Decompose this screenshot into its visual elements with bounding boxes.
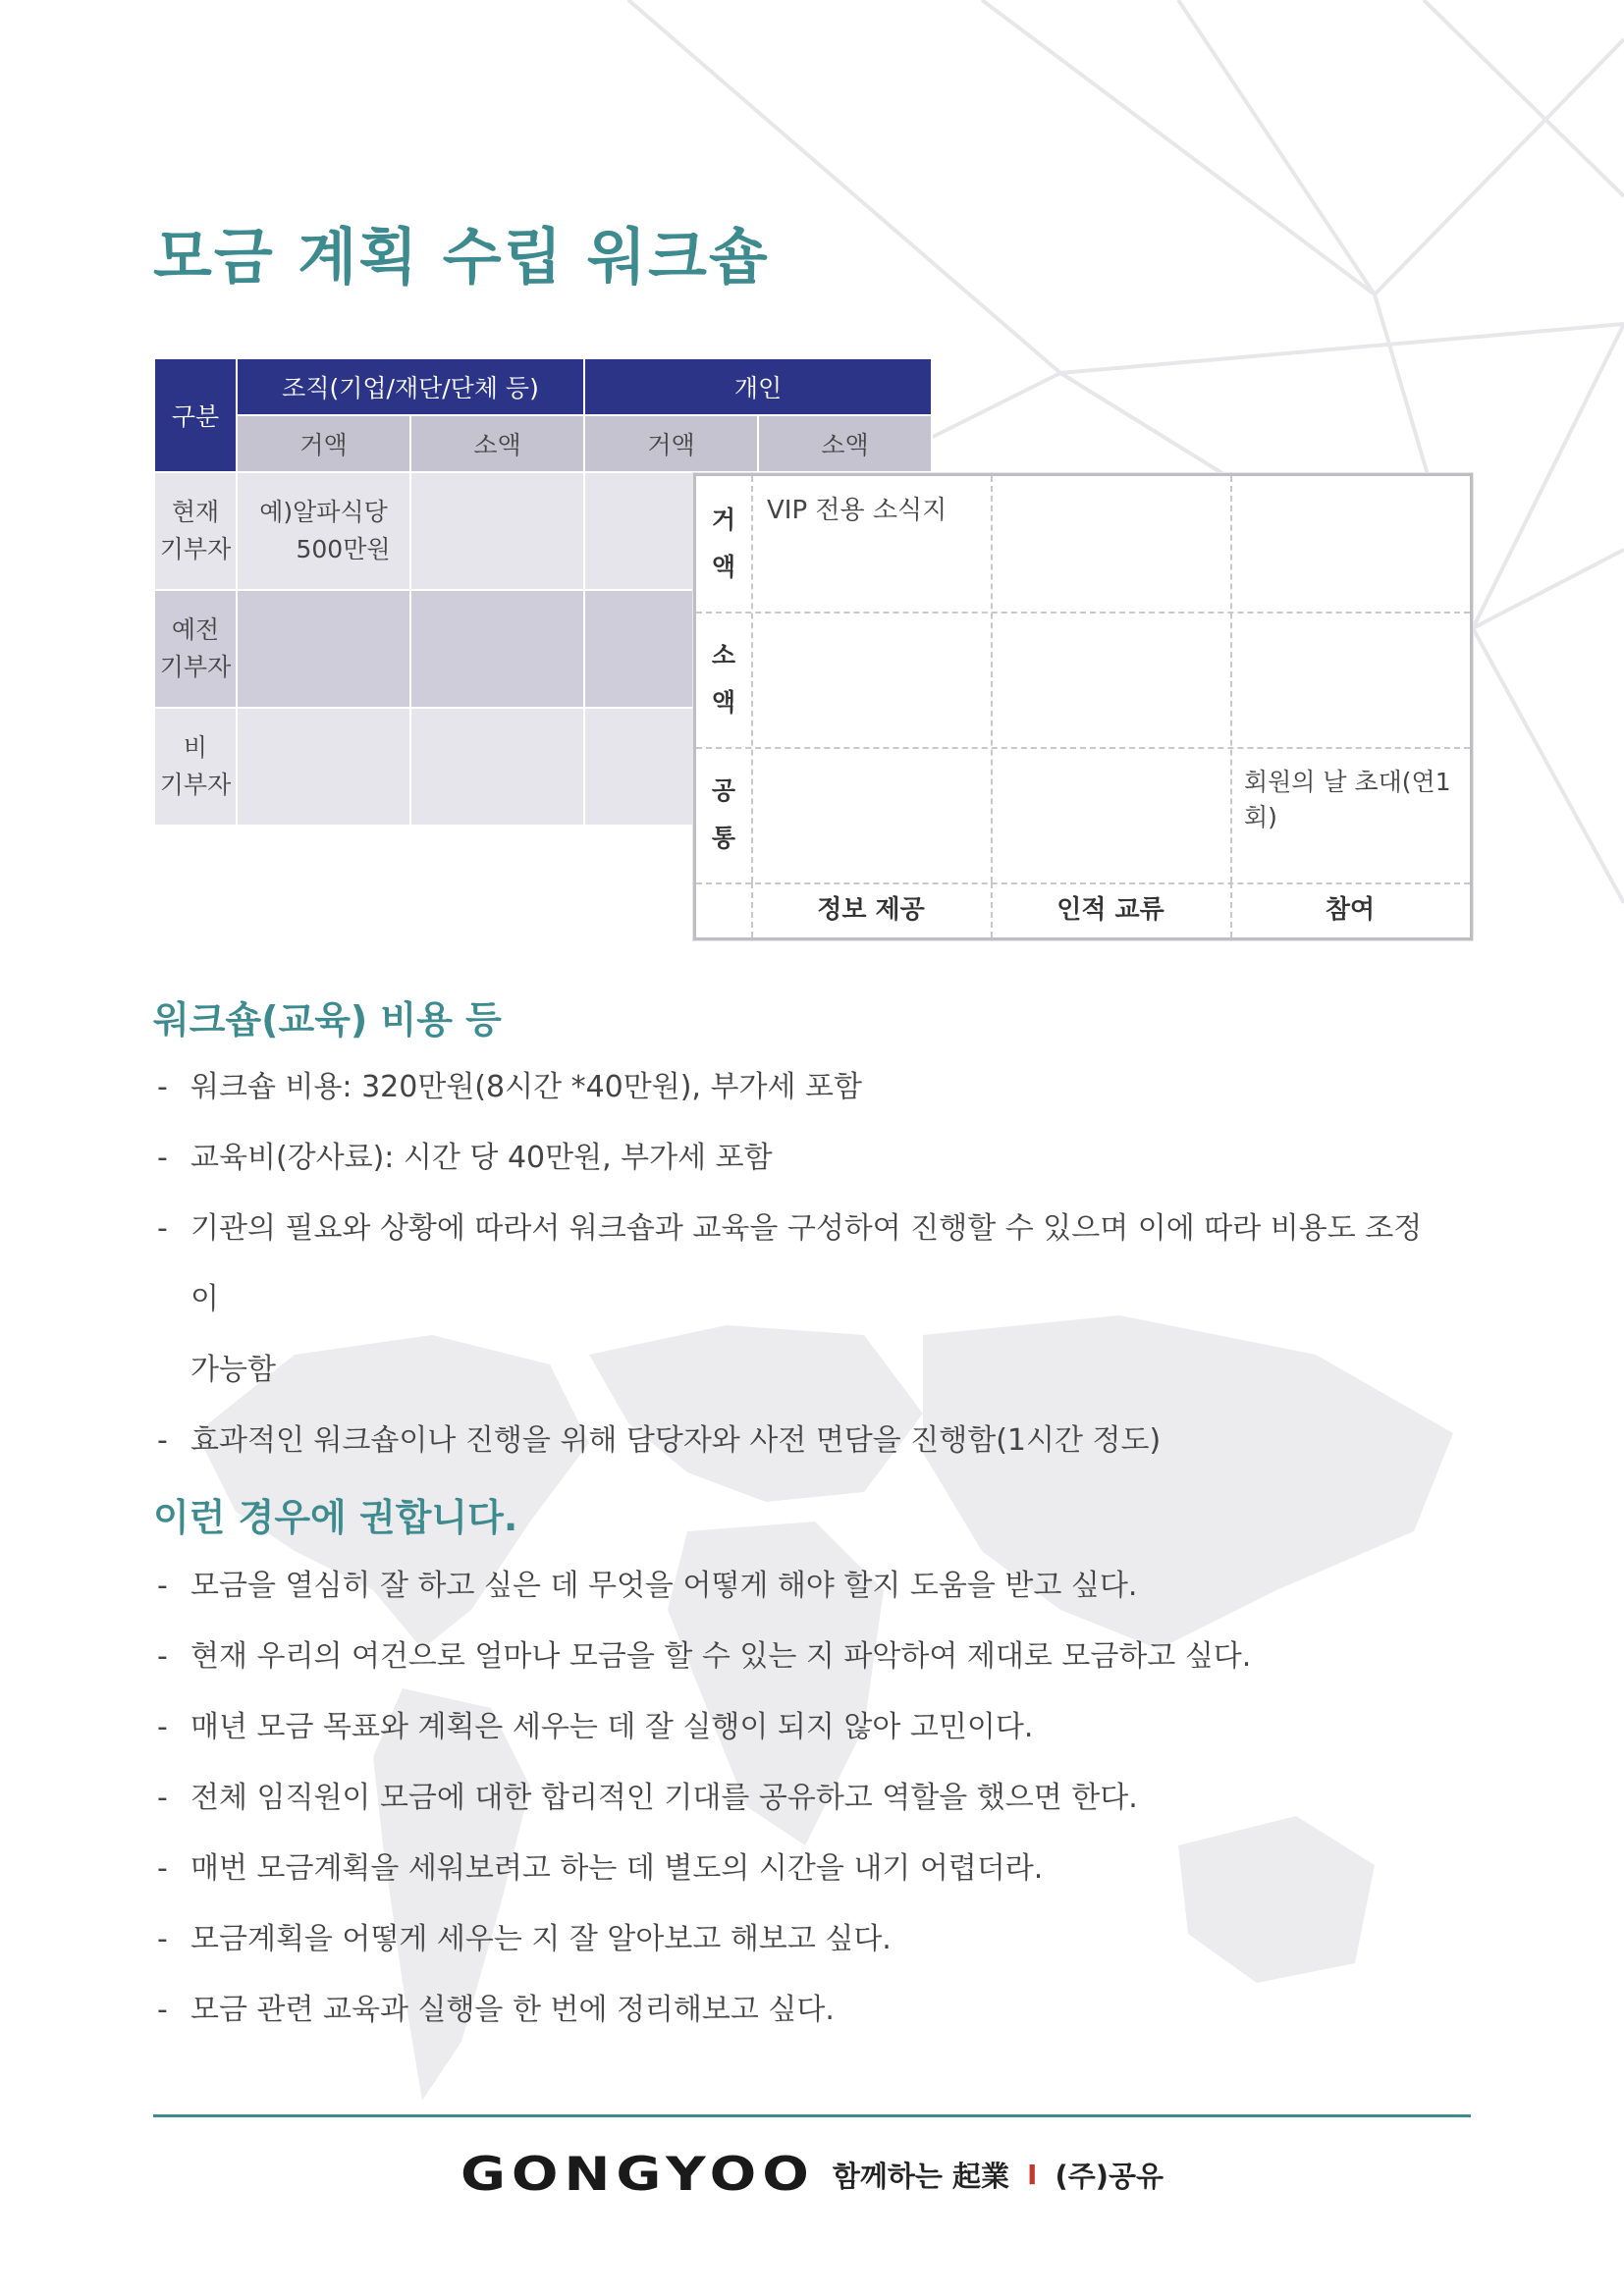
list-item — [153, 1406, 1430, 1476]
matrix-cell — [410, 708, 584, 826]
row-label-line: 기부자 — [159, 771, 232, 799]
header-individual: 개인 — [584, 358, 932, 415]
subheader-small: 소액 — [410, 415, 584, 472]
list-item — [153, 1194, 1430, 1406]
recommend-list — [153, 1551, 1430, 2046]
matrix-cell — [410, 590, 584, 708]
example-cell — [237, 472, 410, 590]
footer-separator: I — [1027, 2158, 1038, 2191]
benefit-member-day: 회원의 날 초대(연1회) — [1244, 768, 1451, 831]
list-item: - 모금을 열심히 잘 하고 싶은 데 무엇을 어떻게 해야 할지 도움을 받고 싶다. — [153, 1551, 1430, 1622]
row-label-char: 통 — [711, 824, 736, 852]
grid-divider — [696, 747, 1470, 749]
row-label-char: 공 — [711, 776, 736, 805]
list-item: - 매년 모금 목표와 계획은 세우는 데 잘 실행이 되지 않아 고민이다. — [153, 1692, 1430, 1763]
grid-divider — [696, 612, 1470, 614]
gongyoo-logo: GONGYOO — [460, 2147, 815, 2202]
header-organization: 조직(기업/재단/단체 등) — [237, 358, 584, 415]
list-item-text: 기관의 필요와 상황에 따라서 워크숍과 교육을 구성하여 진행할 수 있으며 이에 따라 비용도 조정이 — [190, 1211, 1423, 1316]
list-item: - 현재 우리의 여건으로 얼마나 모금을 할 수 있는 지 파악하여 제대로 모금하고 싶다. — [153, 1622, 1430, 1692]
grid-divider — [991, 476, 993, 882]
row-label-line: 기부자 — [159, 535, 232, 563]
footer-company: (주)공유 — [1055, 2159, 1164, 2193]
row-label-line: 기부자 — [159, 653, 232, 681]
example-amount: 500만원 — [296, 535, 391, 563]
subheader-large: 거액 — [237, 415, 410, 472]
subheader-large: 거액 — [584, 415, 758, 472]
row-label-line: 비 — [183, 733, 208, 762]
grid-divider — [1230, 476, 1232, 882]
subheader-small: 소액 — [758, 415, 932, 472]
list-item-text: 워크숍 비용: 320만원(8시간 *40만원), 부가세 포함 — [190, 1070, 862, 1104]
cost-section-title: 워크숍(교육) 비용 등 — [153, 998, 502, 1041]
donor-benefits-grid — [693, 473, 1473, 940]
list-item — [153, 1123, 1430, 1194]
row-label-small-benefit — [696, 612, 751, 747]
grid-divider — [751, 476, 753, 882]
row-label-char: 거 — [711, 506, 736, 534]
footer-tagline: 함께하는 起業 — [832, 2159, 1010, 2193]
page-title: 모금 계획 수립 워크숍 — [153, 221, 770, 293]
example-name: 예)알파식당 — [259, 498, 388, 526]
matrix-cell — [237, 708, 410, 826]
col-label-participation: 참여 — [1325, 895, 1376, 925]
row-label-large-benefit — [696, 476, 751, 612]
row-label-current-donor — [154, 472, 237, 590]
row-label-non-donor — [154, 708, 237, 826]
footer — [0, 2140, 1624, 2209]
row-label-char: 액 — [711, 688, 736, 717]
list-item: - 전체 임직원이 모금에 대한 합리적인 기대를 공유하고 역할을 했으면 한다. — [153, 1763, 1430, 1834]
col-label-info: 정보 제공 — [817, 895, 925, 925]
matrix-cell — [237, 590, 410, 708]
list-item-text: 교육비(강사료): 시간 당 40만원, 부가세 포함 — [190, 1141, 773, 1175]
row-label-past-donor — [154, 590, 237, 708]
row-label-line: 현재 — [171, 498, 220, 526]
recommend-section-title: 이런 경우에 권합니다. — [153, 1496, 518, 1539]
row-label-char: 소 — [711, 641, 736, 669]
benefit-vip-newsletter: VIP 전용 소식지 — [767, 496, 947, 525]
list-item: - 모금 관련 교육과 실행을 한 번에 정리해보고 싶다. — [153, 1975, 1430, 2046]
list-item — [153, 1052, 1430, 1123]
list-item: - 모금계획을 어떻게 세우는 지 잘 알아보고 해보고 싶다. — [153, 1904, 1430, 1975]
list-item-continuation: 가능함 — [190, 1353, 276, 1387]
row-label-line: 예전 — [171, 615, 220, 644]
list-item-text: 효과적인 워크숍이나 진행을 위해 담당자와 사전 면담을 진행함(1시간 정도) — [190, 1423, 1162, 1458]
footer-divider — [153, 2114, 1471, 2117]
row-label-char: 액 — [711, 553, 736, 581]
matrix-cell — [410, 472, 584, 590]
list-item: - 매번 모금계획을 세워보려고 하는 데 별도의 시간을 내기 어렵더라. — [153, 1834, 1430, 1904]
col-label-networking: 인적 교류 — [1056, 895, 1164, 925]
matrix-corner: 구분 — [154, 358, 237, 472]
cost-list — [153, 1052, 1430, 1476]
row-label-common-benefit — [696, 747, 751, 882]
